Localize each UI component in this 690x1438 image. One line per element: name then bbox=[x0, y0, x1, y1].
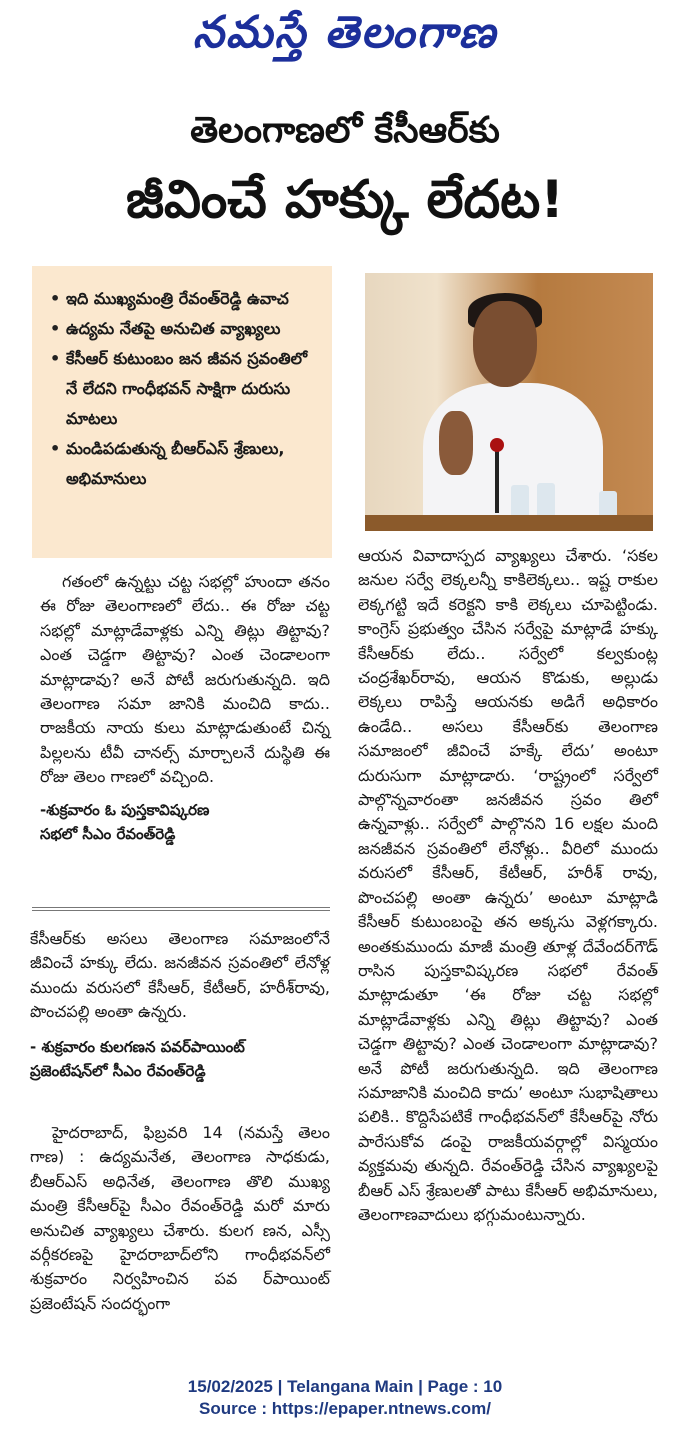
quote-block-1 bbox=[40, 570, 330, 846]
quote-1-attribution-2: సభలో సీఎం రేవంత్‌రెడ్డి bbox=[40, 824, 176, 843]
article-text-left: హైదరాబాద్, ఫిబ్రవరి 14 (నమస్తే తెలం గాణ) : ఉద్యమనేత, తెలంగాణ సాధకుడు, బీఆర్‌ఎస్ అధినేత, తెలంగాణ తొలి ముఖ్య మంత్రి కేసీఆర్‌పై సీఎం రేవంత్‌రెడ్డి మరో మారు అనుచిత వ్యాఖ్యలు చేశారు. కులగ ణన, ఎస్సీ వర్గీకరణపై హైదరాబాద్‌లోని గాంధీభవన్‌లో శుక్రవారం నిర్వహించిన పవ ర్‌పాయింట్ ప్రజెంటేషన్ సందర్భంగా bbox=[30, 1123, 330, 1313]
news-photo bbox=[365, 273, 653, 531]
quote-2-attribution-2: ప్రజెంటేషన్‌లో సీఎం రేవంత్‌రెడ్డి bbox=[30, 1061, 206, 1080]
divider bbox=[32, 907, 330, 911]
quote-block-2 bbox=[30, 927, 330, 1083]
highlight-item: • కేసీఆర్ కుటుంబం జన జీవన స్రవంతిలో నే లేదని గాంధీభవన్ సాక్షిగా దురుసు మాటలు bbox=[50, 344, 322, 434]
quote-2-text: కేసీఆర్‌కు అసలు తెలంగాణ సమాజంలోనే జీవించే హక్కు లేదు. జనజీవన స్రవంతిలో లేనోళ్ల ముందు వరుసలో కేసీఆర్, కేటీఆర్, హరీశ్‌రావు, పొంచపల్లి అంతా ఉన్నరు. bbox=[30, 929, 330, 1022]
article-body-left bbox=[30, 1121, 330, 1316]
headline-line-2: జీవించే హక్కు లేదట! bbox=[125, 170, 565, 230]
highlight-item: • మండిపడుతున్న బీఆర్‌ఎస్ శ్రేణులు, అభిమానులు bbox=[50, 434, 322, 494]
masthead bbox=[0, 6, 690, 70]
article-body-right bbox=[358, 544, 658, 1227]
footer-source: Source : https://epaper.ntnews.com/ bbox=[199, 1399, 491, 1418]
quote-1-text: గతంలో ఉన్నట్టు చట్ట సభల్లో హుందా తనం ఈ రోజు తెలంగాణలో లేదు.. ఈ రోజు చట్ట సభల్లో మాట్లాడేవాళ్లకు ఎన్ని తిట్లు తిట్టావు? ఎంత చెడ్డగా తిట్టావు? ఎంత చెండాలంగా మాట్లాడావు? అనే పోటీ జరుగుతున్నది. ఇది తెలంగాణ సమా జానికి మంచిది కాదు.. రాజకీయ నాయ కులు మాట్లాడుతుంటే చిన్న పిల్లలను టీవీ చానల్స్ మార్చాలనే దుస్థితి ఈ రోజు తెలం గాణలో వచ్చింది. bbox=[40, 572, 330, 787]
footer-dateline: 15/02/2025 | Telangana Main | Page : 10 bbox=[187, 1377, 503, 1396]
quote-2-attribution-1: - శుక్రవారం కులగణన పవర్‌పాయింట్ bbox=[30, 1037, 245, 1056]
article-text-right: ఆయన వివాదాస్పద వ్యాఖ్యలు చేశారు. ‘సకల జనుల సర్వే లెక్కలన్నీ కాకిలెక్కలు.. ఇష్ట రాకుల లెక్కగట్టి ఇదే కరెక్టని కాకి లెక్కలు చూపెట్టిండు. కాంగ్రెస్ ప్రభుత్వం చేసిన సర్వేపై మాట్లాడే హక్కు కేసీఆర్‌కు లేదు.. సర్వేలో కల్వకుంట్ల చంద్రశేఖర్‌రావు, ఆయన కొడుకు, అల్లుడు లెక్కలు రాపిస్తే ఆయనకు అడిగే అధికారం ఉండేది.. అసలు కేసీఆర్‌కు తెలంగాణ సమాజంలో జీవించే హక్కే లేదు’ అంటూ దురుసుగా మాట్లాడారు. ‘రాష్ట్రంలో సర్వేలో పాల్గొన్నవారంతా జనజీవన స్రవం తిలో ఉన్నవాళ్లు.. సర్వేలో పాల్గొనని 16 లక్షల మంది జనజీవన స్రవంతిలో లేనోళ్లు.. వీరిలో ముందు వరుసలో కేసీఆర్, కేటీఆర్, హరీశ్ రావు, పొంచపల్లి అంతా ఉన్నరు’ అంటూ మాట్లాడి కేసీఆర్ కుటుంబంపై తన అక్కసు వెళ్లగక్కారు. అంతకుముందు మాజీ మంత్రి తూళ్ల దేవేందర్‌గౌడ్ రాసిన పుస్తకావిష్కరణ సభలో రేవంత్ మాట్లాడుతూ ‘ఈ రోజు చట్ట సభల్లో మాట్లాడేవాళ్లకు ఎన్ని తిట్లు తిట్టావు? ఎంత చెడ్డగా తిట్టావు? ఎంత చెండాలంగా మాట్లాడావు? అనే పోటీ జరుగుతున్నది. ఇది తెలంగాణ సమాజానికి మంచిది కాదు’ అంటూ సుభాషితాలు పలికి.. కొద్దిసేపటికే గాంధీభవన్‌లో కేసీఆర్‌పై నోరు పారేసుకోవ డంపై రాజకీయవర్గాల్లో విస్మయం వ్యక్తమవు తున్నది. రేవంత్‌రెడ్డి చేసిన వ్యాఖ్యలపై బీఆర్ ఎస్ శ్రేణులతో పాటు కేసీఆర్ అభిమానులు, తెలంగాణవాదులు భగ్గుమంటున్నారు. bbox=[358, 546, 658, 1224]
highlight-item: • ఇది ముఖ్యమంత్రి రేవంత్‌రెడ్డి ఉవాచ bbox=[50, 284, 322, 314]
masthead-title: నమస్తే తెలంగాణ bbox=[192, 7, 498, 58]
highlights-list bbox=[32, 284, 332, 494]
highlight-item: • ఉద్యమ నేతపై అనుచిత వ్యాఖ్యలు bbox=[50, 314, 322, 344]
quote-1-attribution-1: -శుక్రవారం ఓ పుస్తకావిష్కరణ bbox=[40, 800, 210, 819]
headline-line-1: తెలంగాణలో కేసీఆర్‌కు bbox=[190, 110, 500, 151]
highlights-box bbox=[32, 266, 332, 558]
